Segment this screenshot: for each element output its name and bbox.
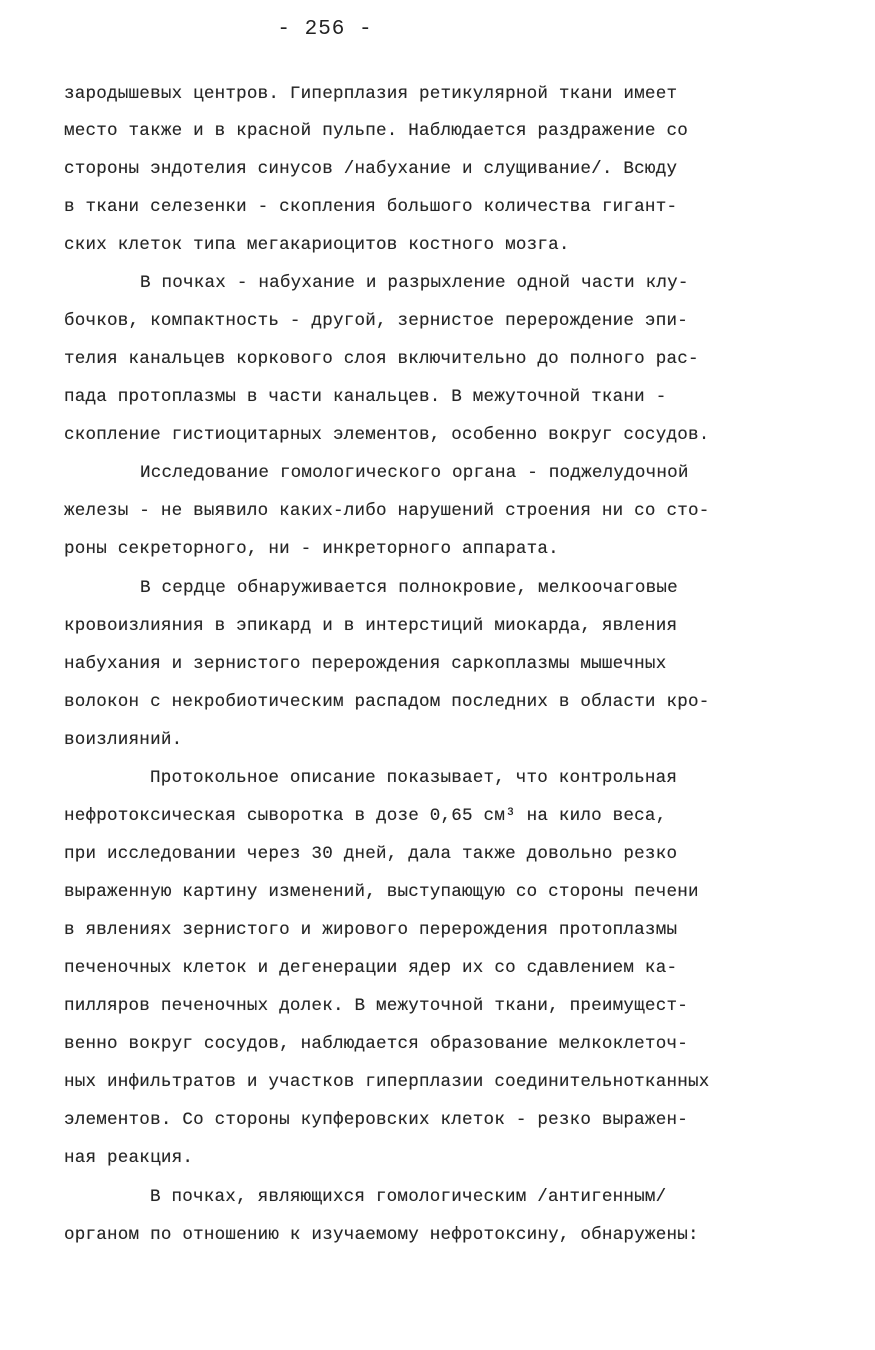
text-line: воизлияний. xyxy=(64,730,183,750)
text-line: стороны эндотелия синусов /набухание и слущивание/. Всюду xyxy=(64,159,678,179)
text-line: венно вокруг сосудов, наблюдается образование мелкоклеточ- xyxy=(64,1034,688,1054)
text-line: место также и в красной пульпе. Наблюдается раздражение со xyxy=(64,121,688,141)
text-line: ных инфильтратов и участков гиперплазии соединительнотканных xyxy=(64,1072,710,1092)
text-line: выраженную картину изменений, выступающую со стороны печени xyxy=(64,882,699,902)
text-line: роны секреторного, ни - инкреторного аппарата. xyxy=(64,539,559,559)
text-line: ная реакция. xyxy=(64,1148,194,1168)
text-line: бочков, компактность - другой, зернистое перерождение эпи- xyxy=(64,311,688,331)
text-line: железы - не выявило каких-либо нарушений строения ни со сто- xyxy=(64,501,710,521)
text-line: печеночных клеток и дегенерации ядер их со сдавлением ка- xyxy=(64,958,678,978)
text-line: пада протоплазмы в части канальцев. В межуточной ткани - xyxy=(64,387,667,407)
text-line: органом по отношению к изучаемому нефротоксину, обнаружены: xyxy=(64,1225,699,1245)
text-line: скопление гистиоцитарных элементов, особенно вокруг сосудов. xyxy=(64,425,710,445)
text-line: В почках, являющихся гомологическим /антигенным/ xyxy=(150,1187,667,1207)
text-line: волокон с некробиотическим распадом последних в области кро- xyxy=(64,692,710,712)
text-line: телия канальцев коркового слоя включительно до полного рас- xyxy=(64,349,699,369)
text-line: ских клеток типа мегакариоцитов костного мозга. xyxy=(64,235,570,255)
text-line: зародышевых центров. Гиперплазия ретикулярной ткани имеет xyxy=(64,84,678,104)
text-line: набухания и зернистого перерождения саркоплазмы мышечных xyxy=(64,654,667,674)
text-line: В сердце обнаруживается полнокровие, мелкоочаговые xyxy=(140,578,678,598)
text-line: В почках - набухание и разрыхление одной части клу- xyxy=(140,273,689,293)
text-line: пилляров печеночных долек. В межуточной ткани, преимущест- xyxy=(64,996,688,1016)
text-line: нефротоксическая сыворотка в дозе 0,65 см³ на кило веса, xyxy=(64,806,667,826)
text-line: Протокольное описание показывает, что контрольная xyxy=(150,768,678,788)
text-line: в явлениях зернистого и жирового перерождения протоплазмы xyxy=(64,920,678,940)
page-number: - 256 - xyxy=(277,18,373,41)
text-line: Исследование гомологического органа - поджелудочной xyxy=(140,463,689,483)
text-line: при исследовании через 30 дней, дала также довольно резко xyxy=(64,844,678,864)
text-line: в ткани селезенки - скопления большого количества гигант- xyxy=(64,197,678,217)
text-line: элементов. Со стороны купферовских клеток - резко выражен- xyxy=(64,1110,688,1130)
text-line: кровоизлияния в эпикард и в интерстиций миокарда, явления xyxy=(64,616,678,636)
